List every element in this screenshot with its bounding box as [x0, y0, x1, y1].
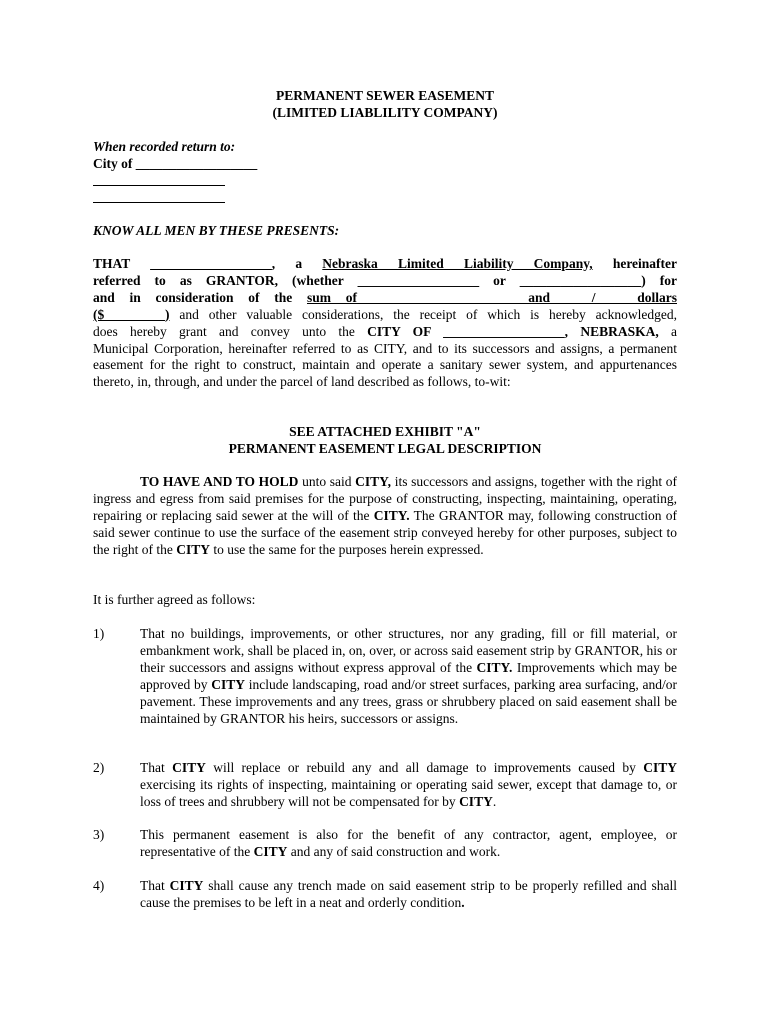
city-of-nebraska: CITY OF __________________, NEBRASKA, [367, 323, 659, 339]
address-rule-2 [93, 202, 225, 203]
grant-line-2: referred to as GRANTOR, (whether __________________ or __________________) for [93, 272, 677, 288]
city-ref: CITY [172, 760, 206, 775]
city-ref: CITY [211, 676, 245, 692]
consideration-receipt: and other valuable considerations, the receipt of which is hereby acknowledged, [169, 306, 677, 322]
item-text [140, 626, 677, 727]
return-label: When recorded return to: [93, 139, 236, 154]
item-text-part: . [461, 894, 465, 910]
item-text-part: Improvements which may be approved by [140, 659, 677, 692]
grant-line-4 [93, 307, 677, 324]
habendum-paragraph [93, 474, 677, 559]
city-ref: CITY [169, 878, 204, 893]
city-ref: CITY [253, 843, 288, 859]
item-text-part: and any of said construction and work. [287, 843, 501, 859]
grant-convey-text: does hereby grant and convey unto the [93, 323, 368, 339]
habendum-text-1: unto said [298, 474, 356, 489]
exhibit-heading [93, 424, 677, 458]
exhibit-line-2: PERMANENT EASEMENT LEGAL DESCRIPTION [228, 440, 542, 456]
city-ref: CITY [459, 793, 493, 809]
grant-line-3 [93, 290, 677, 307]
to-have-and-to-hold: TO HAVE AND TO HOLD [140, 474, 299, 489]
sum-blank: sum of _____________________ and ____/____ dollars [307, 289, 677, 305]
grant-line-5 [93, 324, 677, 341]
article-a: a [658, 323, 677, 339]
title-line: PERMANENT SEWER EASEMENT [275, 88, 495, 103]
city-ref: CITY [643, 760, 677, 775]
item-text [140, 827, 677, 861]
item-text-part: That [140, 878, 170, 893]
grant-line-1 [93, 256, 677, 273]
item-number: 1) [93, 626, 105, 641]
grantor-blank: __________________ [150, 256, 272, 271]
city-of-line: City of __________________ [93, 155, 258, 171]
that-word: THAT [93, 256, 131, 271]
item-text-part: That no buildings, improvements, or other structures, nor any grading, fill or fill material, or embankment work, shall be placed in, on, over, or across said easement strip by GRANTOR, his or their successors and assigns without express approval of the [140, 626, 677, 675]
item-text-part: include landscaping, road and/or street surfaces, parking area surfacing, and/or pavement. These improvements and any trees, grass or shrubbery placed on said easement shall be maintained by GRANTOR his heirs, successors or assigns. [140, 676, 677, 726]
item-text-part: This permanent easement is also for the benefit of any contractor, agent, employee, or representative of the [140, 827, 677, 859]
subtitle-line: (LIMITED LIABLILITY COMPANY) [272, 104, 498, 120]
item-number: 3) [93, 827, 105, 842]
grant-rest: Municipal Corporation, hereinafter referred to as CITY, and to its successors and assigns, a permanent easement for the right to construct, maintain and operate a sanitary sewer system, and appurtenances thereto, in, through, and under the parcel of land described as follows, to-wit: [93, 340, 677, 390]
further-agreed-line: It is further agreed as follows: [93, 592, 256, 607]
item-text-part: shall cause any trench made on said easement strip to be properly refilled and shall cause the premises to be left in a neat and orderly condition [140, 878, 677, 910]
grant-paragraph [93, 256, 677, 391]
item-text-part: exercising its rights of inspecting, maintaining or operating said sewer, except that damage to, or loss of trees and shrubbery will not be compensated for by [140, 776, 677, 809]
document-title [93, 88, 677, 122]
item-text [140, 878, 677, 912]
address-rule-1 [93, 185, 225, 186]
item-text-part: That [140, 760, 173, 775]
comma-a: , a [271, 256, 303, 271]
item-number: 4) [93, 878, 105, 893]
city-ref: CITY [176, 541, 210, 557]
recording-block [93, 139, 677, 173]
item-number: 2) [93, 760, 105, 775]
nebraska-llc: Nebraska Limited Liability Company, [322, 256, 593, 271]
exhibit-line-1: SEE ATTACHED EXHIBIT "A" [289, 424, 481, 439]
city-ref: CITY. [373, 507, 410, 523]
hereinafter-word: hereinafter [612, 256, 678, 271]
item-text [140, 760, 677, 811]
item-text-part: will replace or rebuild any and all damage to improvements caused by [205, 760, 644, 775]
dollar-blank: ($_________) [93, 306, 170, 322]
habendum-text-2: its successors and assigns, together with the right of ingress and egress from said premises for the purpose of constructing, inspecting, maintaining, operating, repairing or replacing said sewer at the will of the [93, 474, 677, 523]
habendum-text-3: The GRANTOR may, following construction of said sewer continue to use the surface of the easement strip conveyed hereby for other purposes, subject to the right of the [93, 507, 677, 557]
habendum-text-4: to use the same for the purposes herein expressed. [210, 541, 484, 557]
city-ref: CITY. [476, 659, 513, 675]
consideration-text: and in consideration of the [93, 289, 293, 305]
know-all-men-heading: KNOW ALL MEN BY THESE PRESENTS: [93, 223, 340, 238]
city-ref: CITY, [355, 474, 392, 489]
item-text-part: . [492, 793, 497, 809]
